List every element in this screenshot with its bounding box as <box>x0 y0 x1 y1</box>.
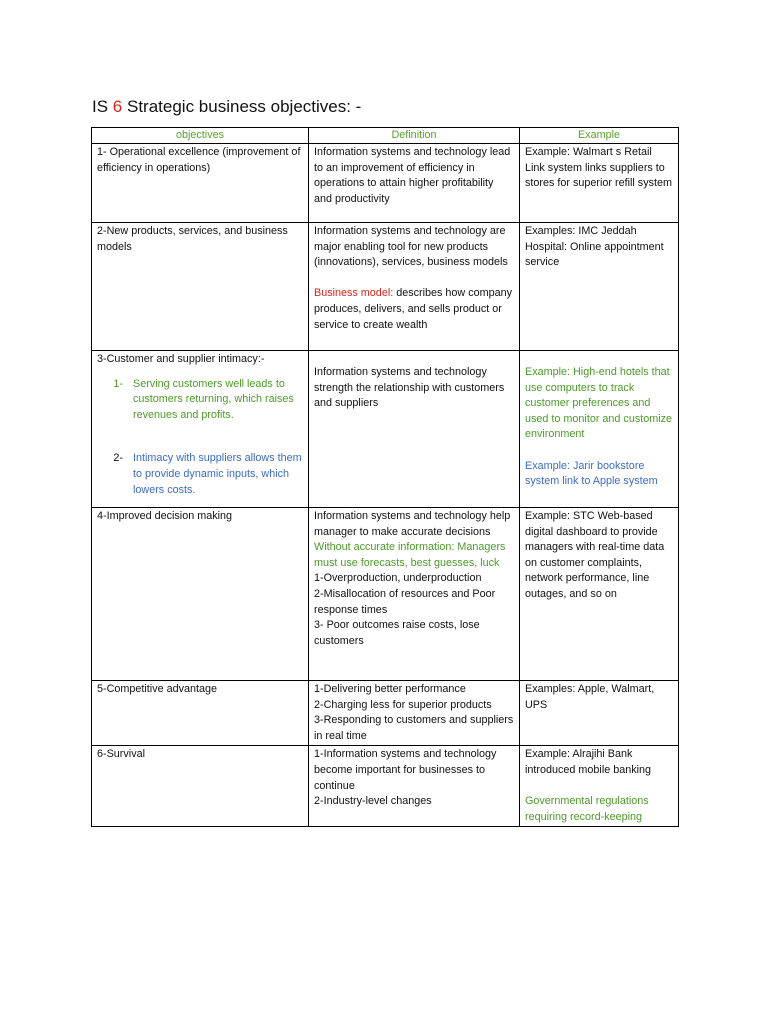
example-note: Governmental regulations requiring record-keeping <box>525 795 649 823</box>
example-text: Example: Alrajihi Bank introduced mobile banking <box>525 748 652 776</box>
business-model-term: Business model: <box>314 287 394 300</box>
example-text-hotels: Example: High-end hotels that use computers to track customer preferences and used to monitor and customize environment <box>525 366 673 441</box>
objective-title: 3-Customer and supplier intimacy:- <box>97 353 265 365</box>
table-row <box>92 746 679 827</box>
table-row <box>92 508 679 681</box>
definition-point: 1-Delivering better performance <box>314 683 466 695</box>
definition-text: Information systems and technology are major enabling tool for new products (innovations), services, business models <box>314 225 508 269</box>
objective-cell: 4-Improved decision making <box>92 508 309 681</box>
title-number: 6 <box>112 97 123 116</box>
title-prefix: IS <box>92 97 109 116</box>
table-row <box>92 351 679 508</box>
definition-text: Information systems and technology help manager to make accurate decisions <box>314 510 511 538</box>
definition-point: 3-Responding to customers and suppliers in real time <box>314 714 514 742</box>
list-item <box>97 451 303 498</box>
example-cell <box>520 351 679 508</box>
example-cell: Examples: Apple, Walmart, UPS <box>520 681 679 746</box>
page-title <box>92 96 361 118</box>
objective-cell: 2-New products, services, and business models <box>92 223 309 351</box>
example-cell: Example: Walmart s Retail Link system links suppliers to stores for superior refill system <box>520 144 679 223</box>
list-item-text: Serving customers well leads to customers returning, which raises revenues and profits. <box>133 377 294 421</box>
definition-point: 2-Charging less for superior products <box>314 698 492 711</box>
definition-point: 2-Misallocation of resources and Poor response times <box>314 587 496 616</box>
definition-cell <box>309 681 520 746</box>
header-objectives: objectives <box>92 128 309 144</box>
definition-text: Information systems and technology strength the relationship with customers and suppliers <box>314 366 505 410</box>
business-model-definition <box>314 286 514 333</box>
header-example: Example <box>520 128 679 144</box>
example-cell <box>520 746 679 827</box>
definition-point: 3- Poor outcomes raise costs, lose customers <box>314 619 480 647</box>
objective-cell: 6-Survival <box>92 746 309 827</box>
definition-cell <box>309 223 520 351</box>
title-text: Strategic business objectives: - <box>127 97 362 116</box>
business-model-text: describes how company produces, delivers, and sells product or service to create wealth <box>314 287 513 331</box>
table-row <box>92 144 679 223</box>
objective-cell <box>92 351 309 508</box>
definition-point: 2-Industry-level changes <box>314 795 432 808</box>
definition-point: 1-Overproduction, underproduction <box>314 572 482 585</box>
objective-cell: 1- Operational excellence (improvement of efficiency in operations) <box>92 144 309 223</box>
definition-point: 1-Information systems and technology become important for businesses to continue <box>314 748 497 792</box>
definition-cell <box>309 508 520 681</box>
table-header-row <box>92 128 679 144</box>
list-item-text: Intimacy with suppliers allows them to provide dynamic inputs, which lowers costs. <box>133 452 302 496</box>
list-marker: 1- <box>113 377 123 390</box>
table-row <box>92 681 679 746</box>
example-text-jarir: Example: Jarir bookstore system link to Apple system <box>525 459 658 488</box>
objective-cell: 5-Competitive advantage <box>92 681 309 746</box>
list-marker: 2- <box>113 452 123 465</box>
table-row <box>92 223 679 351</box>
list-item <box>97 377 303 424</box>
objectives-table <box>91 127 679 827</box>
definition-cell <box>309 351 520 508</box>
definition-cell: Information systems and technology lead to an improvement of efficiency in operations to attain higher profitability and productivity <box>309 144 520 223</box>
example-cell: Examples: IMC Jeddah Hospital: Online appointment service <box>520 223 679 351</box>
example-cell: Example: STC Web-based digital dashboard to provide managers with real-time data on customer complaints, network performance, line outages, and so on <box>520 508 679 681</box>
header-definition: Definition <box>309 128 520 144</box>
objective-sub-list <box>97 377 303 499</box>
definition-note: Without accurate information: Managers must use forecasts, best guesses, luck <box>314 541 506 569</box>
definition-cell <box>309 746 520 827</box>
